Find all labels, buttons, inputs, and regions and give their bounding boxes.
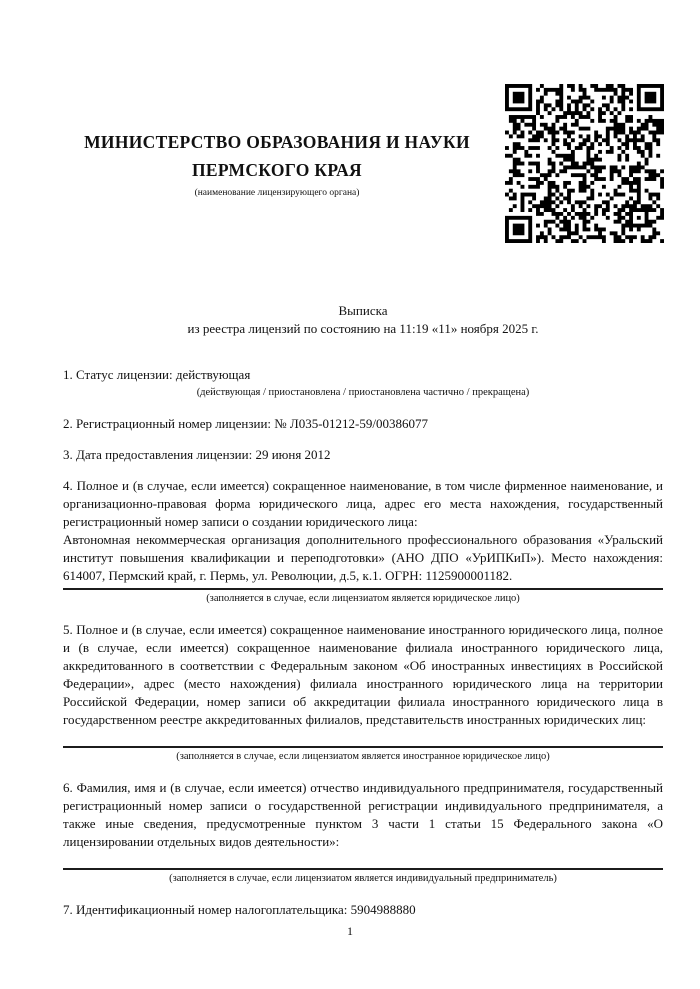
document-body xyxy=(63,366,663,932)
foreign-legal-entity-caption: (заполняется в случае, если лицензиатом является иностранное юридическое лицо) xyxy=(176,751,550,762)
field-taxpayer-id xyxy=(63,901,663,919)
page-number: 1 xyxy=(347,924,353,938)
ministry-name-line2: ПЕРМСКОГО КРАЯ xyxy=(192,160,362,180)
legal-entity-value: Автономная некоммерческая организация дополнительного профессионального образования «Уральский институт повышения квалификации и переподготовки» (АНО ДПО «УрИПКиП»). Место нахождения: 614007, Пермский край, г. Пермь, ул. Революции, д.5, к.1. ОГРН: 1125900001182. xyxy=(63,532,663,583)
field-legal-entity xyxy=(63,477,663,608)
legal-entity-caption: (заполняется в случае, если лицензиатом является юридическое лицо) xyxy=(206,593,520,604)
field-foreign-legal-entity xyxy=(63,621,663,766)
registration-number-text: 2. Регистрационный номер лицензии: № Л035-01212-59/00386077 xyxy=(63,416,429,431)
legal-entity-statement: 4. Полное и (в случае, если имеется) сокращенное наименование, в том числе фирменное наименование, и организационно-правовая форма юридического лица, адрес его места нахождения, государственный регистрационный номер записи о создании юридического лица: xyxy=(63,478,663,529)
ministry-name-line1: МИНИСТЕРСТВО ОБРАЗОВАНИЯ И НАУКИ xyxy=(84,132,470,152)
field-registration-number xyxy=(63,415,663,433)
ministry-name-caption: (наименование лицензирующего органа) xyxy=(194,188,360,198)
qr-code xyxy=(505,84,664,243)
license-status-caption: (действующая / приостановлена / приостановлена частично / прекращена) xyxy=(196,387,530,398)
license-status-text: 1. Статус лицензии: действующая xyxy=(63,367,251,382)
empty-value-space xyxy=(63,729,663,743)
license-grant-date-text: 3. Дата предоставления лицензии: 29 июня 2012 xyxy=(63,447,331,462)
field-individual-entrepreneur xyxy=(63,779,663,888)
document-title-line1: Выписка xyxy=(338,303,388,318)
field-license-status xyxy=(63,366,663,402)
document-title xyxy=(63,302,663,338)
empty-value-space xyxy=(63,851,663,865)
foreign-legal-entity-statement: 5. Полное и (в случае, если имеется) сокращенное наименование иностранного юридического лица, полное и (в случае, если имеется) сокращенное наименование филиала иностранного юридического лица, аккредитованного в соответствии с Федеральным законом «Об иностранных инвестициях в Российской Федерации», адрес (место нахождения) филиала иностранного юридического лица на территории Российской Федерации, номер записи об аккредитации филиала иностранного юридического лица в государственном реестре аккредитованных филиалов, представительств иностранных юридических лиц: xyxy=(63,622,663,727)
licensing-authority-header xyxy=(63,128,491,200)
individual-entrepreneur-statement: 6. Фамилия, имя и (в случае, если имеется) отчество индивидуального предпринимателя, государственный регистрационный номер записи о государственной регистрации индивидуального предпринимателя, а также иные сведения, предусмотренные пунктом 3 части 1 статьи 15 Федерального закона «О лицензировании отдельных видов деятельности»: xyxy=(63,780,663,849)
document-title-line2: из реестра лицензий по состоянию на 11:19 «11» ноября 2025 г. xyxy=(187,321,539,336)
field-license-grant-date xyxy=(63,446,663,464)
taxpayer-id-text: 7. Идентификационный номер налогоплательщика: 5904988880 xyxy=(63,902,416,917)
individual-entrepreneur-caption: (заполняется в случае, если лицензиатом является индивидуальный предприниматель) xyxy=(169,873,557,884)
